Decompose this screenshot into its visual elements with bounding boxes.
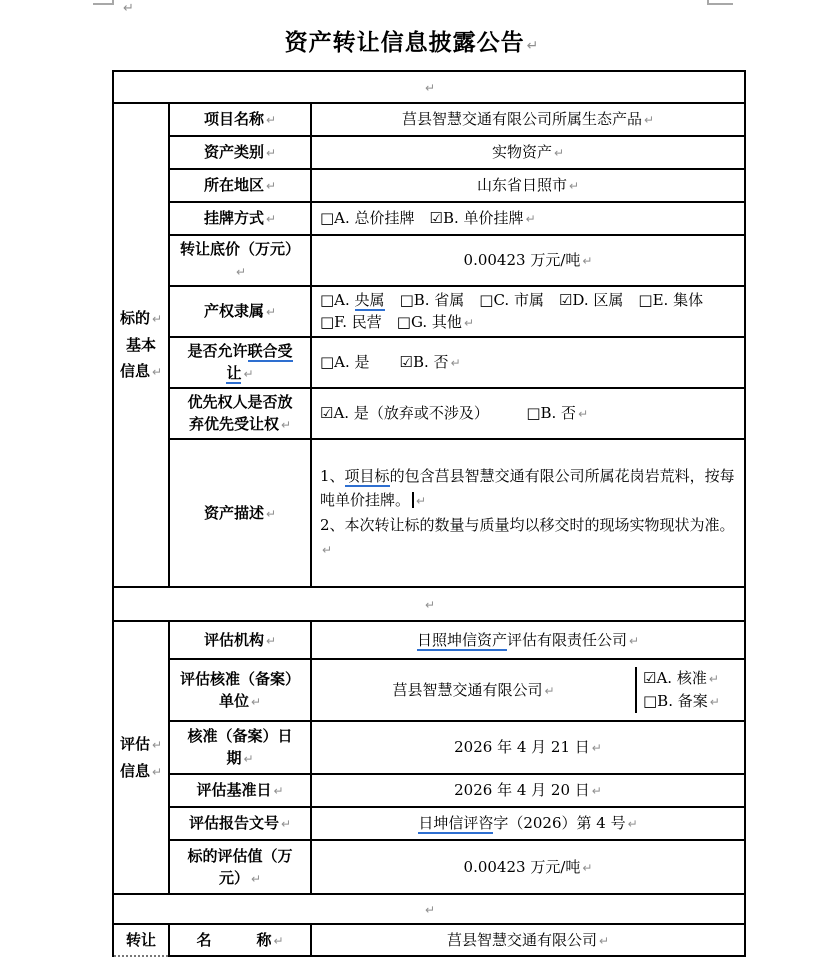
pilcrow-mark: ↵ bbox=[424, 80, 436, 95]
section-basic-line: 基本 bbox=[125, 336, 156, 354]
pilcrow-mark: ↵ bbox=[578, 407, 589, 421]
section-label-transfer: 转让 bbox=[113, 924, 169, 956]
assessed-value-label: 标的评估值（万 元） ↵ bbox=[169, 840, 311, 894]
pilcrow-mark: ↵ bbox=[265, 212, 277, 226]
approval-unit-options[interactable] bbox=[635, 667, 744, 713]
margin-crop-mark-left-stub bbox=[112, 0, 114, 5]
priority-waiver-value[interactable] bbox=[311, 388, 745, 439]
margin-crop-mark-right-stub bbox=[707, 0, 709, 5]
pilcrow-mark: ↵ bbox=[250, 871, 262, 886]
pilcrow-mark: ↵ bbox=[265, 305, 277, 319]
evaluation-agency-label: 评估机构 ↵ bbox=[169, 621, 311, 659]
description-line-2: 2、本次转让标的数量与质量均以移交时的现场实物现状为准。↵ bbox=[320, 516, 735, 557]
pilcrow-mark: ↵ bbox=[424, 597, 436, 612]
pilcrow-mark: ↵ bbox=[591, 741, 602, 755]
listing-method-value[interactable] bbox=[311, 202, 745, 235]
region-value[interactable]: 山东省日照市 ↵ bbox=[311, 169, 745, 202]
pilcrow-mark: ↵ bbox=[265, 179, 277, 193]
pilcrow-mark: ↵ bbox=[553, 146, 565, 160]
asset-category-label: 资产类别 ↵ bbox=[169, 136, 311, 169]
margin-crop-mark-left bbox=[93, 3, 114, 5]
report-number-label: 评估报告文号 ↵ bbox=[169, 807, 311, 840]
floor-price-label: 转让底价（万元）↵ bbox=[169, 235, 311, 286]
text-cursor bbox=[412, 492, 414, 508]
grammar-underline: 央属 bbox=[354, 291, 385, 309]
floor-price-value[interactable]: 0.00423 万元/吨 ↵ bbox=[311, 235, 745, 286]
pilcrow-mark: ↵ bbox=[273, 784, 284, 798]
joint-transfer-label: 是否允许联合受 让 ↵ bbox=[169, 337, 311, 388]
disclosure-table bbox=[112, 70, 746, 957]
pilcrow-mark: ↵ bbox=[416, 494, 427, 508]
pilcrow-mark: ↵ bbox=[151, 312, 163, 326]
report-number-value[interactable]: 日坤信评咨字（2026）第 4 号 ↵ bbox=[311, 807, 745, 840]
separator-row-middle bbox=[113, 587, 745, 621]
pilcrow-mark: ↵ bbox=[568, 179, 580, 193]
pilcrow-mark: ↵ bbox=[243, 367, 254, 381]
joint-transfer-checkbox-options[interactable]: □A. 是 ☑B. 否 bbox=[320, 353, 449, 371]
pilcrow-mark: ↵ bbox=[598, 933, 610, 948]
assessed-value-value[interactable]: 0.00423 万元/吨 ↵ bbox=[311, 840, 745, 894]
pilcrow-mark: ↵ bbox=[273, 933, 284, 948]
grammar-underline: 日照坤信资产 bbox=[416, 630, 507, 649]
pilcrow-mark: ↵ bbox=[591, 784, 602, 798]
section-eval-line: 评估 bbox=[119, 734, 150, 753]
pilcrow-mark: ↵ bbox=[123, 1, 134, 16]
grammar-underline: 让 bbox=[226, 364, 242, 382]
pilcrow-mark: ↵ bbox=[708, 672, 719, 686]
priority-waiver-label: 优先权人是否放 弃优先受让权 ↵ bbox=[169, 388, 311, 439]
pilcrow-mark: ↵ bbox=[151, 365, 163, 379]
evaluation-agency-value[interactable]: 日照坤信资产评估有限责任公司 ↵ bbox=[311, 621, 745, 659]
listing-checkbox-options[interactable]: □A. 总价挂牌 ☑B. 单价挂牌 bbox=[320, 209, 524, 227]
pilcrow-mark: ↵ bbox=[709, 695, 720, 709]
pilcrow-mark: ↵ bbox=[582, 860, 593, 875]
section-label-basic-info bbox=[113, 103, 169, 587]
asset-description-label: 资产描述 ↵ bbox=[169, 439, 311, 587]
grammar-underline: 日坤信评咨 bbox=[418, 814, 494, 832]
pilcrow-mark: ↵ bbox=[235, 265, 247, 279]
base-date-value[interactable]: 2026 年 4 月 20 日 ↵ bbox=[311, 774, 745, 807]
margin-crop-mark-right bbox=[707, 3, 733, 5]
approval-option-a[interactable]: ☑A. 核准 ↵ bbox=[643, 669, 719, 687]
pilcrow-mark: ↵ bbox=[250, 694, 262, 709]
approval-date-value[interactable]: 2026 年 4 月 21 日 ↵ bbox=[311, 721, 745, 774]
priority-waiver-checkbox-options[interactable]: ☑A. 是（放弃或不涉及） □B. 否 bbox=[320, 404, 577, 422]
approval-unit-value[interactable]: 莒县智慧交通有限公司 ↵ bbox=[392, 680, 555, 699]
page-title-text: 资产转让信息披露公告 bbox=[284, 29, 525, 56]
pilcrow-mark: ↵ bbox=[265, 146, 277, 160]
pilcrow-mark: ↵ bbox=[265, 506, 277, 521]
pilcrow-mark: ↵ bbox=[450, 356, 461, 370]
section-label-evaluation-info bbox=[113, 621, 169, 894]
separator-row-top bbox=[113, 71, 745, 103]
pilcrow-mark: ↵ bbox=[525, 212, 536, 226]
joint-transfer-value[interactable] bbox=[311, 337, 745, 388]
listing-method-label: 挂牌方式 ↵ bbox=[169, 202, 311, 235]
pilcrow-mark: ↵ bbox=[544, 683, 555, 698]
ownership-value[interactable] bbox=[311, 286, 745, 337]
grammar-underline: 项目标 bbox=[344, 467, 390, 485]
pilcrow-mark: ↵ bbox=[151, 764, 163, 779]
pilcrow-mark: ↵ bbox=[280, 418, 292, 432]
section-basic-line: 信息 bbox=[119, 362, 150, 380]
separator-row-bottom bbox=[113, 894, 745, 924]
pilcrow-mark: ↵ bbox=[628, 633, 640, 648]
pilcrow-mark: ↵ bbox=[265, 633, 277, 648]
section-eval-line: 信息 bbox=[119, 761, 150, 780]
transfer-name-value[interactable]: 莒县智慧交通有限公司 ↵ bbox=[311, 924, 745, 956]
grammar-underline: 联合受 bbox=[247, 342, 293, 360]
pilcrow-mark: ↵ bbox=[280, 817, 292, 831]
pilcrow-mark: ↵ bbox=[424, 902, 436, 917]
asset-description-value[interactable] bbox=[311, 439, 745, 587]
pilcrow-mark: ↵ bbox=[151, 737, 163, 752]
pilcrow-mark: ↵ bbox=[243, 752, 254, 766]
pilcrow-mark: ↵ bbox=[643, 113, 655, 127]
transfer-name-label: 名 称 ↵ bbox=[169, 924, 311, 956]
pilcrow-mark: ↵ bbox=[463, 316, 474, 330]
pilcrow-mark: ↵ bbox=[582, 254, 593, 268]
pilcrow-mark: ↵ bbox=[526, 38, 540, 54]
base-date-label: 评估基准日 ↵ bbox=[169, 774, 311, 807]
section-basic-line: 标的 bbox=[119, 309, 150, 327]
project-name-label: 项目名称 ↵ bbox=[169, 103, 311, 136]
pilcrow-mark: ↵ bbox=[265, 113, 277, 127]
pilcrow-mark: ↵ bbox=[627, 817, 638, 831]
pilcrow-mark: ↵ bbox=[322, 543, 333, 557]
approval-unit-label: 评估核准（备案） 单位 ↵ bbox=[169, 659, 311, 721]
project-name-value[interactable]: 莒县智慧交通有限公司所属生态产品 ↵ bbox=[311, 103, 745, 136]
approval-unit-value-cell bbox=[311, 659, 745, 721]
region-label: 所在地区 ↵ bbox=[169, 169, 311, 202]
approval-option-b[interactable]: □B. 备案 ↵ bbox=[643, 692, 720, 710]
page-title bbox=[0, 24, 824, 57]
description-line-1: 1、项目标的包含莒县智慧交通有限公司所属花岗岩荒料，按每吨单价挂牌。 ↵ bbox=[320, 467, 735, 509]
approval-date-label: 核准（备案）日 期 ↵ bbox=[169, 721, 311, 774]
ownership-label: 产权隶属 ↵ bbox=[169, 286, 311, 337]
ownership-checkbox-options[interactable]: □A. 央属 □B. 省属 □C. 市属 ☑D. 区属 □E. 集体 □F. 民营 □G. 其他 bbox=[320, 291, 719, 331]
asset-category-value[interactable]: 实物资产 ↵ bbox=[311, 136, 745, 169]
